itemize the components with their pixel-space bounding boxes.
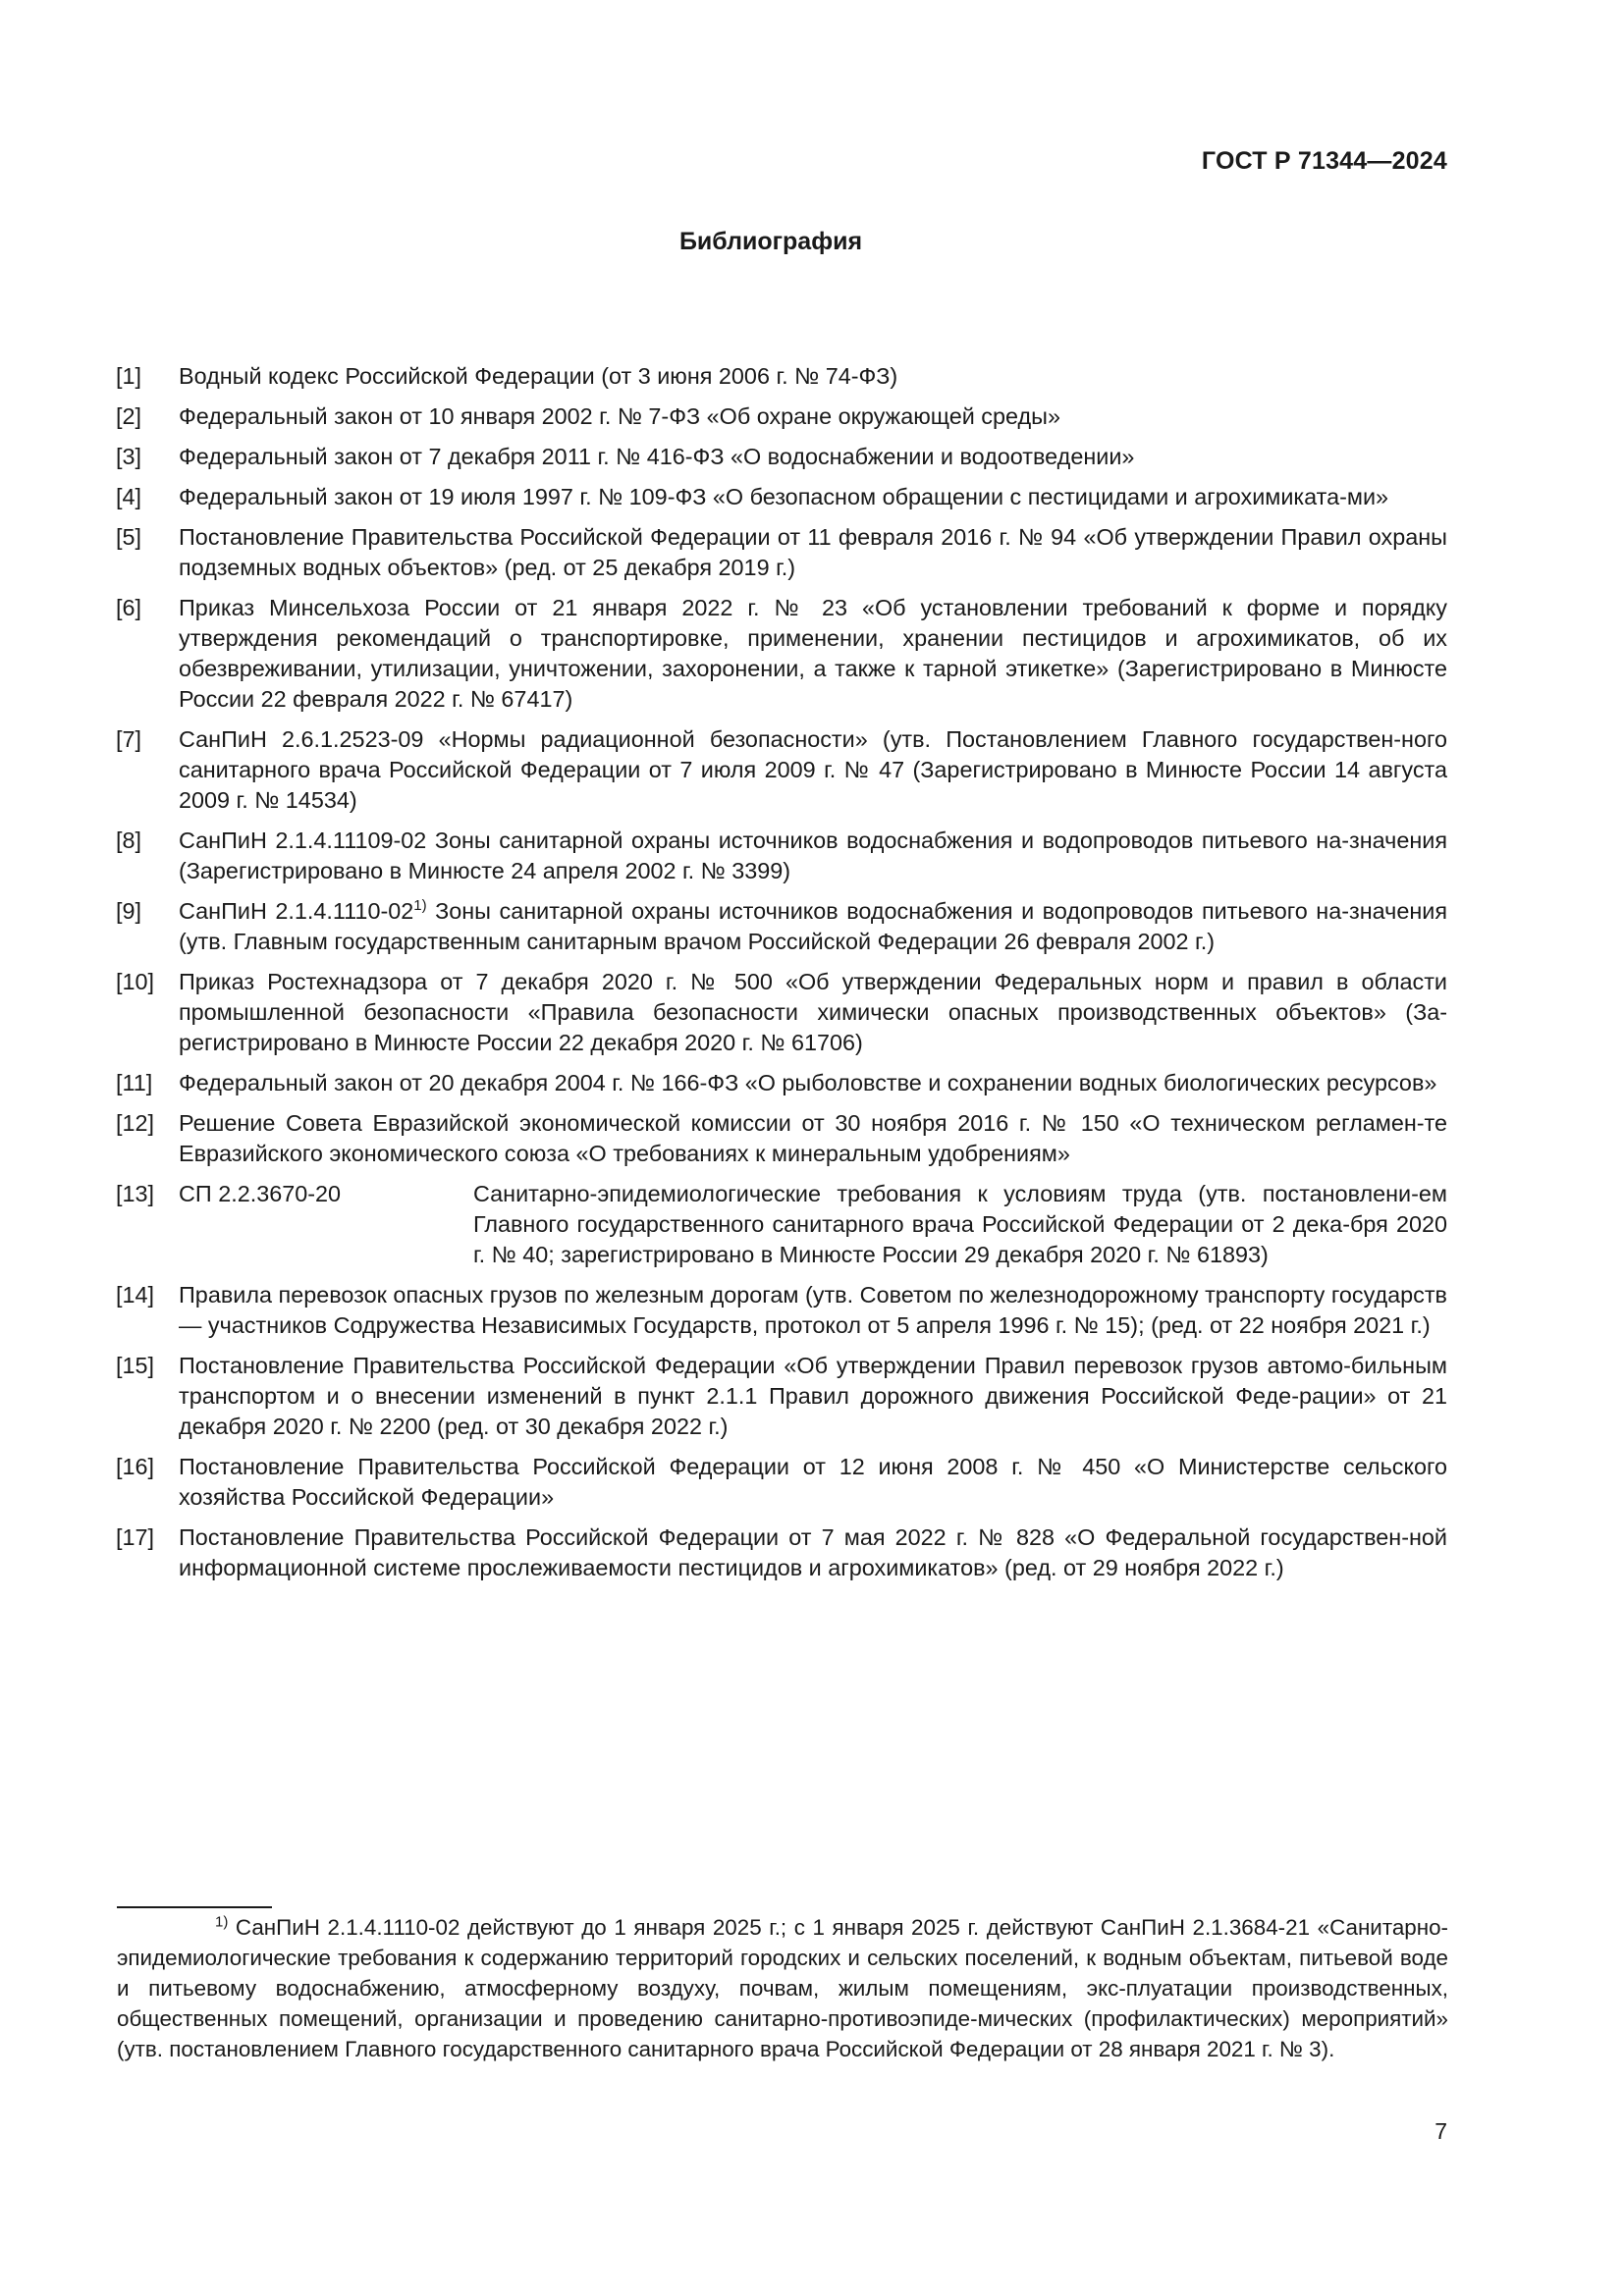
bibliography-entry-9 <box>116 896 1447 957</box>
entry-text <box>179 896 1447 957</box>
entry-number: [4] <box>116 484 142 509</box>
bibliography-entry-5 <box>116 522 1447 583</box>
entry-text-rest: Зоны санитарной охраны источников водоснабжения и водопроводов питьевого на-значения (утв. Главным государственным санитарным врачом Российской Федерации 26 февраля 2002 г.) <box>179 898 1447 954</box>
entry-text: Постановление Правительства Российской Федерации «Об утверждении Правил перевозок грузов автомо-бильным транспортом и о внесении изменений в пункт 2.1.1 Правил дорожного движения Российской Феде-рации» от 21 декабря 2020 г. № 2200 (ред. от 30 декабря 2022 г.) <box>179 1353 1447 1439</box>
footnote-text: СанПиН 2.1.4.1110-02 действуют до 1 января 2025 г.; с 1 января 2025 г. действуют СанПиН 2.1.3684-21 «Санитарно-эпидемиологические требования к содержанию территорий городских и сельских поселений, к водным объектам, питьевой воде и питьевому водоснабжению, атмосферному воздуху, почвам, жилым помещениям, экс-плуатации производственных, общественных помещений, организации и проведению санитарно-противоэпиде-мических (профилактических) мероприятий» (утв. постановлением Главного государственного санитарного врача Российской Федерации от 28 января 2021 г. № 3). <box>117 1915 1448 2061</box>
entry-text-start: СанПиН 2.1.4.1110-02 <box>179 898 414 924</box>
entry-number: [7] <box>116 726 142 752</box>
bibliography-entry-8 <box>116 826 1447 886</box>
document-code: ГОСТ Р 71344—2024 <box>1201 147 1447 175</box>
entry-text: Федеральный закон от 20 декабря 2004 г. № 166-ФЗ «О рыболовстве и сохранении водных биологических ресурсов» <box>179 1070 1437 1095</box>
bibliography-entry-14 <box>116 1280 1447 1341</box>
bibliography-entry-1 <box>116 361 1447 392</box>
footnote-divider <box>117 1906 272 1908</box>
entry-number: [5] <box>116 524 142 550</box>
entry-text: Санитарно-эпидемиологические требования к условиям труда (утв. постановлени-ем Главного государственного санитарного врача Российской Федерации от 2 дека-бря 2020 г. № 40; зарегистрировано в Минюсте России 29 декабря 2020 г. № 61893) <box>473 1181 1447 1267</box>
entry-text: Федеральный закон от 19 июля 1997 г. № 109-ФЗ «О безопасном обращении с пестицидами и агрохимиката-ми» <box>179 484 1389 509</box>
bibliography-entry-13 <box>116 1179 1447 1270</box>
entry-text: Постановление Правительства Российской Федерации от 11 февраля 2016 г. № 94 «Об утверждении Правил охраны подземных водных объектов» (ред. от 25 декабря 2019 г.) <box>179 524 1447 580</box>
bibliography-entry-11 <box>116 1068 1447 1098</box>
entry-text: Федеральный закон от 7 декабря 2011 г. № 416-ФЗ «О водоснабжении и водоотведении» <box>179 444 1135 469</box>
entry-number: [11] <box>116 1070 153 1095</box>
footnote-marker: 1) <box>215 1913 229 1931</box>
entry-text: Федеральный закон от 10 января 2002 г. № 7-ФЗ «Об охране окружающей среды» <box>179 403 1060 429</box>
entry-text: Постановление Правительства Российской Федерации от 7 мая 2022 г. № 828 «О Федеральной государствен-ной информационной системе прослеживаемости пестицидов и агрохимикатов» (ред. от 29 ноября 2022 г.) <box>179 1524 1447 1580</box>
bibliography-entry-3 <box>116 442 1447 472</box>
entry-number: [12] <box>116 1110 155 1136</box>
page-number: 7 <box>1435 2118 1447 2144</box>
footnote-reference[interactable]: 1) <box>413 897 427 915</box>
entry-number: [13] <box>116 1181 155 1206</box>
entry-number: [17] <box>116 1524 155 1550</box>
entry-text: Решение Совета Евразийской экономической комиссии от 30 ноября 2016 г. № 150 «О техническом регламен-те Евразийского экономического союза «О требованиях к минеральным удобрениям» <box>179 1110 1447 1166</box>
entry-number: [15] <box>116 1353 155 1378</box>
entry-text: СанПиН 2.1.4.11109-02 Зоны санитарной охраны источников водоснабжения и водопроводов питьевого на-значения (Зарегистрировано в Минюсте 24 апреля 2002 г. № 3399) <box>179 828 1447 883</box>
bibliography-entry-15 <box>116 1351 1447 1442</box>
entry-code: СП 2.2.3670-20 <box>179 1181 342 1206</box>
entry-text: Приказ Минсельхоза России от 21 января 2022 г. № 23 «Об установлении требований к форме и порядку утверждения рекомендаций о транспортировке, применении, хранении пестицидов и агрохимикатов, об их обезвреживании, утилизации, уничтожении, захоронении, а также к тарной этикетке» (Зарегистрировано в Минюсте России 22 февраля 2022 г. № 67417) <box>179 595 1447 712</box>
entry-text: Постановление Правительства Российской Федерации от 12 июня 2008 г. № 450 «О Министерстве сельского хозяйства Российской Федерации» <box>179 1454 1447 1510</box>
bibliography-entry-7 <box>116 724 1447 816</box>
footnote <box>117 1912 1448 2064</box>
entry-number: [3] <box>116 444 142 469</box>
bibliography-entry-2 <box>116 401 1447 432</box>
entry-number: [16] <box>116 1454 155 1479</box>
bibliography-entry-10 <box>116 967 1447 1058</box>
bibliography-entry-6 <box>116 593 1447 715</box>
entry-text: Водный кодекс Российской Федерации (от 3 июня 2006 г. № 74-ФЗ) <box>179 363 898 389</box>
entry-text: СанПиН 2.6.1.2523-09 «Нормы радиационной безопасности» (утв. Постановлением Главного государствен-ного санитарного врача Российской Федерации от 7 июля 2009 г. № 47 (Зарегистрировано в Минюсте России 14 августа 2009 г. № 14534) <box>179 726 1447 813</box>
entry-number: [9] <box>116 898 142 924</box>
bibliography-list <box>116 361 1447 1593</box>
entry-number: [10] <box>116 969 155 994</box>
bibliography-entry-4 <box>116 482 1447 512</box>
entry-number: [6] <box>116 595 142 620</box>
entry-number: [1] <box>116 363 142 389</box>
entry-number: [2] <box>116 403 142 429</box>
bibliography-entry-17 <box>116 1522 1447 1583</box>
entry-text: Приказ Ростехнадзора от 7 декабря 2020 г. № 500 «Об утверждении Федеральных норм и правил в области промышленной безопасности «Правила безопасности химически опасных производственных объектов» (За-регистрировано в Минюсте России 22 декабря 2020 г. № 61706) <box>179 969 1447 1055</box>
page-title: Библиография <box>678 228 863 255</box>
entry-number: [8] <box>116 828 142 853</box>
bibliography-entry-16 <box>116 1452 1447 1513</box>
entry-text: Правила перевозок опасных грузов по железным дорогам (утв. Советом по железнодорожному транспорту государств — участников Содружества Независимых Государств, протокол от 5 апреля 1996 г. № 15); (ред. от 22 ноября 2021 г.) <box>179 1282 1447 1338</box>
entry-number: [14] <box>116 1282 155 1308</box>
bibliography-entry-12 <box>116 1108 1447 1169</box>
